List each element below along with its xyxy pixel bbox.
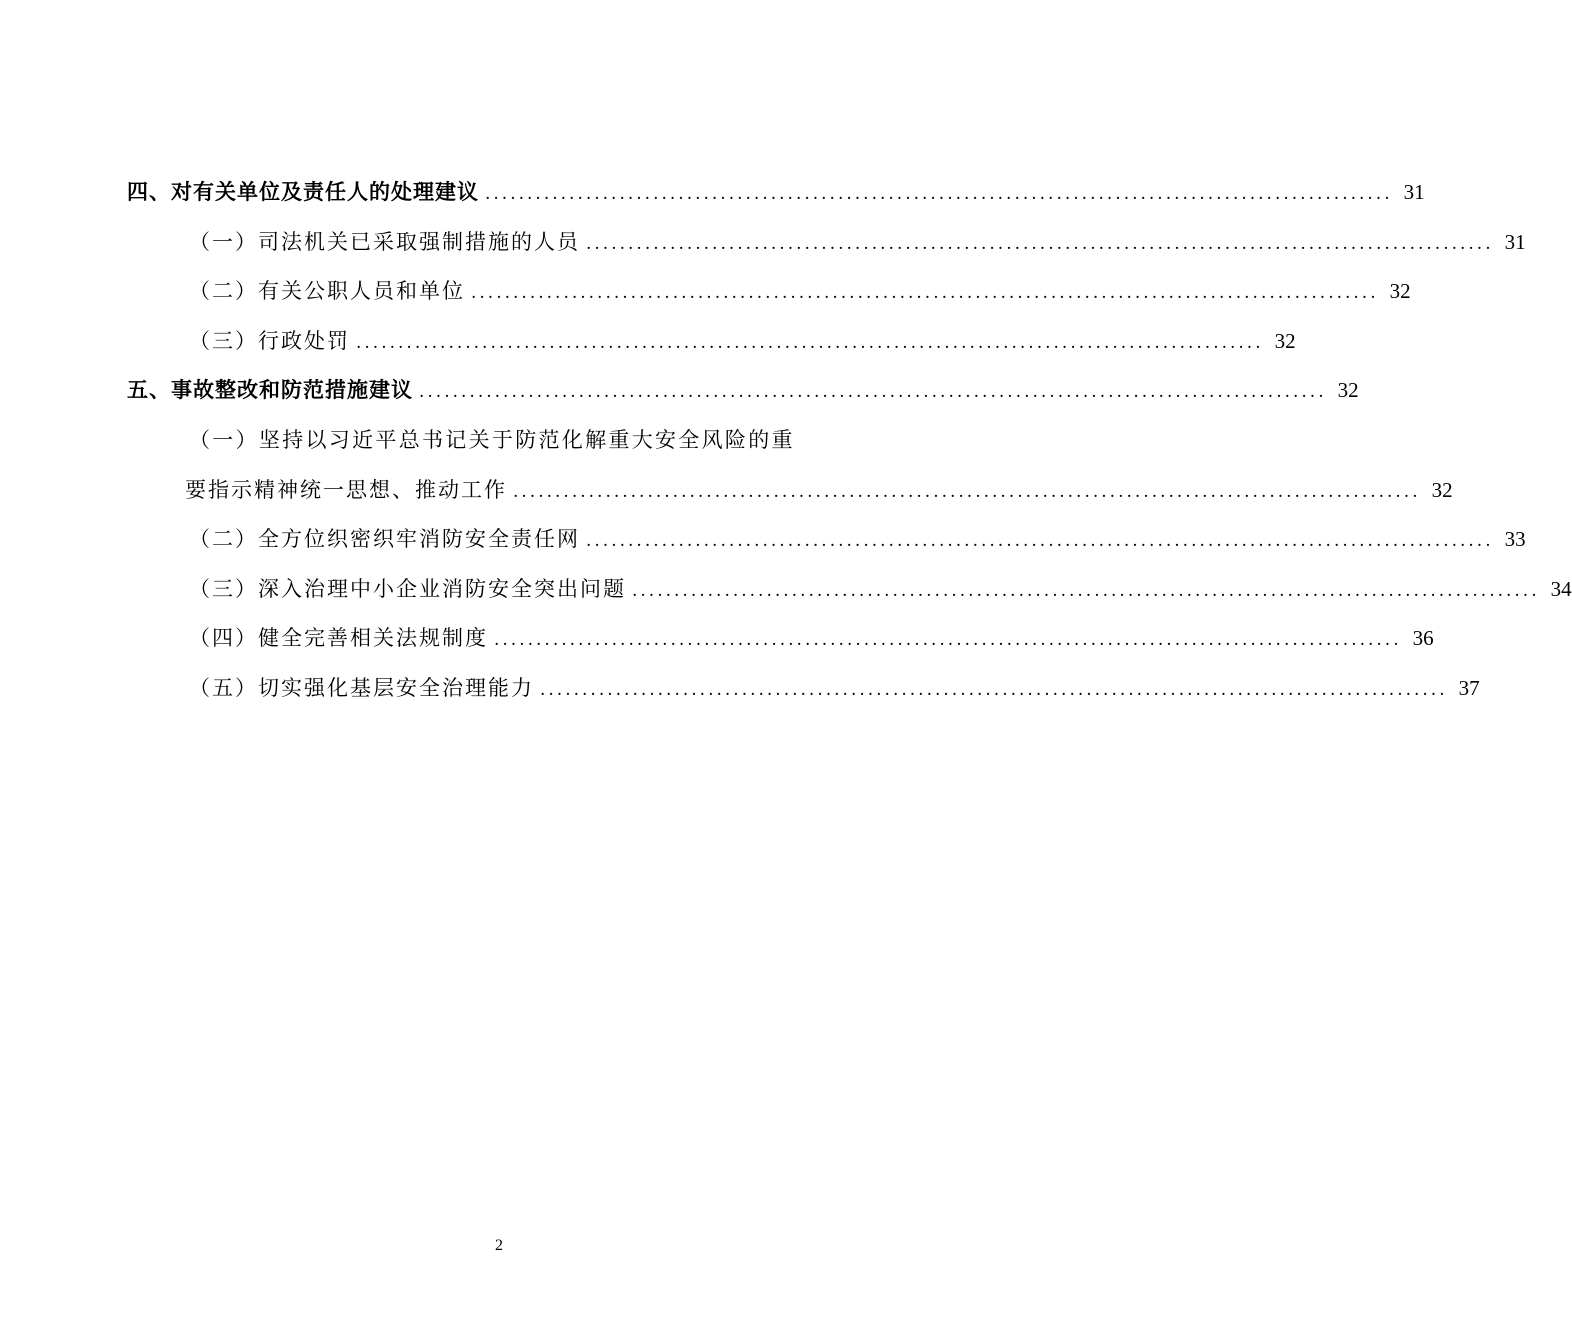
toc-entry-5-2[interactable] <box>127 523 1526 573</box>
toc-page-number: 36 <box>1412 626 1434 651</box>
toc-page-number: 34 <box>1550 576 1572 601</box>
toc-entry-title: （一）坚持以习近平总书记关于防范化解重大安全风险的重 <box>189 427 795 452</box>
toc-page-number: 31 <box>1504 229 1526 254</box>
toc-entry-title: （四）健全完善相关法规制度 <box>189 626 488 651</box>
toc-entry-title: （五）切实强化基层安全治理能力 <box>189 675 534 700</box>
toc-entry-5-3[interactable] <box>127 573 1572 623</box>
toc-page-number: 31 <box>1403 180 1425 204</box>
toc-entry-title: （二）有关公职人员和单位 <box>189 279 465 304</box>
toc-entry-title: （一）司法机关已采取强制措施的人员 <box>189 229 580 254</box>
toc-page-number: 32 <box>1274 328 1296 353</box>
toc-entry-4-3[interactable] <box>127 325 1296 375</box>
toc-entry-4-2[interactable] <box>127 275 1411 325</box>
toc-leader-dots: ............................................................................................................ <box>540 679 1448 700</box>
toc-entry-title: （三）深入治理中小企业消防安全突出问题 <box>189 576 626 601</box>
toc-entry-section-5[interactable] <box>127 374 1359 424</box>
toc-entry-title: （三）行政处罚 <box>189 328 350 353</box>
toc-entry-section-4[interactable] <box>127 176 1425 226</box>
toc-page-number: 37 <box>1458 675 1480 700</box>
toc-page-number: 32 <box>1389 279 1411 304</box>
toc-leader-dots: ............................................................................................................ <box>356 332 1264 353</box>
toc-page-number: 32 <box>1337 378 1359 403</box>
toc-entry-title: （二）全方位织密织牢消防安全责任网 <box>189 527 580 552</box>
toc-page-number: 33 <box>1504 527 1526 552</box>
page-footer-number: 2 <box>495 1237 503 1254</box>
table-of-contents <box>127 176 1572 722</box>
toc-leader-dots: ............................................................................................................ <box>494 630 1402 651</box>
toc-leader-dots: ............................................................................................................ <box>485 184 1393 204</box>
toc-entry-5-4[interactable] <box>127 622 1434 672</box>
toc-entry-4-1[interactable] <box>127 226 1526 276</box>
toc-entry-5-1[interactable] <box>127 424 807 474</box>
toc-leader-dots: ............................................................................................................ <box>586 233 1494 254</box>
toc-leader-dots: ............................................................................................................ <box>586 531 1494 552</box>
toc-page-number: 32 <box>1431 477 1453 502</box>
toc-entry-title: 四、对有关单位及责任人的处理建议 <box>127 179 479 204</box>
toc-leader-dots: ............................................................................................................ <box>471 283 1379 304</box>
toc-leader-dots: ............................................................................................................ <box>513 481 1421 502</box>
toc-leader-dots: ............................................................................................................ <box>419 382 1327 403</box>
toc-entry-5-5[interactable] <box>127 672 1480 722</box>
toc-entry-5-1-continued[interactable] <box>127 474 1453 524</box>
toc-leader-dots: ............................................................................................................ <box>632 580 1540 601</box>
toc-entry-title: 五、事故整改和防范措施建议 <box>127 377 413 403</box>
toc-entry-title-continued: 要指示精神统一思想、推动工作 <box>185 477 507 502</box>
